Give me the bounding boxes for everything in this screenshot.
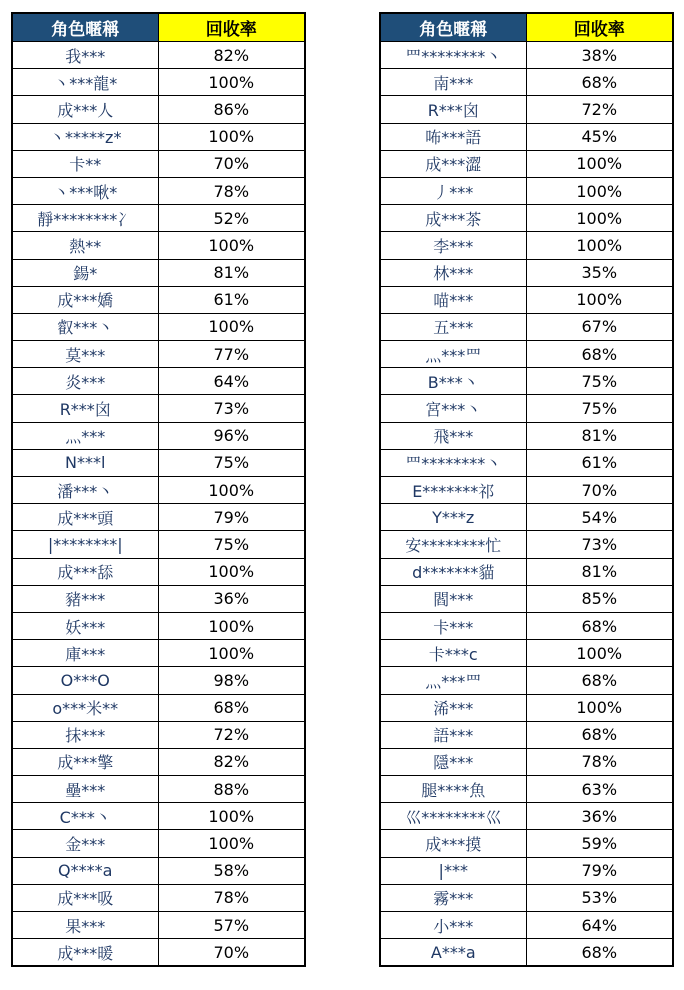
table-row bbox=[380, 748, 673, 775]
recovery-rate-cell: 75% bbox=[526, 368, 673, 395]
header-row bbox=[12, 13, 305, 42]
nickname-cell: 壘*** bbox=[12, 776, 158, 803]
recovery-rate-cell: 100% bbox=[158, 558, 305, 585]
recovery-rate-cell: 100% bbox=[158, 830, 305, 857]
table-row bbox=[12, 640, 305, 667]
table-row bbox=[12, 558, 305, 585]
nickname-cell: 卡** bbox=[12, 150, 158, 177]
recovery-rate-cell: 81% bbox=[526, 558, 673, 585]
table-row bbox=[12, 612, 305, 639]
nickname-cell: 熱** bbox=[12, 232, 158, 259]
nickname-cell: 丶***龍* bbox=[12, 69, 158, 96]
recovery-rate-cell: 67% bbox=[526, 313, 673, 340]
table-row bbox=[380, 531, 673, 558]
table-row bbox=[380, 612, 673, 639]
recovery-rate-cell: 85% bbox=[526, 585, 673, 612]
table-body bbox=[380, 42, 673, 967]
nickname-cell: 成***舔 bbox=[12, 558, 158, 585]
nickname-cell: 成***嬌 bbox=[12, 286, 158, 313]
nickname-cell: 叡***丶 bbox=[12, 313, 158, 340]
table-row bbox=[380, 830, 673, 857]
nickname-cell: A***a bbox=[380, 939, 526, 967]
nickname-cell: 五*** bbox=[380, 313, 526, 340]
nickname-cell: 霧*** bbox=[380, 884, 526, 911]
nickname-cell: 浠*** bbox=[380, 694, 526, 721]
table-row bbox=[380, 42, 673, 69]
recovery-rate-cell: 81% bbox=[158, 259, 305, 286]
table-row bbox=[380, 395, 673, 422]
table-row bbox=[12, 667, 305, 694]
nickname-cell: 咘***語 bbox=[380, 123, 526, 150]
nickname-cell: 成***暖 bbox=[12, 939, 158, 967]
table-row bbox=[12, 96, 305, 123]
recovery-rate-cell: 68% bbox=[526, 612, 673, 639]
nickname-cell: 林*** bbox=[380, 259, 526, 286]
nickname-cell: 南*** bbox=[380, 69, 526, 96]
table-row bbox=[12, 504, 305, 531]
recovery-rate-cell: 78% bbox=[158, 177, 305, 204]
column-header-nickname: 角色暱稱 bbox=[12, 13, 158, 42]
table-row bbox=[380, 449, 673, 476]
recovery-rate-cell: 38% bbox=[526, 42, 673, 69]
recovery-rate-cell: 57% bbox=[158, 912, 305, 939]
table-row bbox=[12, 912, 305, 939]
table-row bbox=[12, 585, 305, 612]
recovery-rate-cell: 70% bbox=[526, 477, 673, 504]
recovery-rate-cell: 36% bbox=[526, 803, 673, 830]
nickname-cell: 閻*** bbox=[380, 585, 526, 612]
recovery-rate-cell: 100% bbox=[158, 640, 305, 667]
table-row bbox=[12, 368, 305, 395]
recovery-rate-cell: 68% bbox=[158, 694, 305, 721]
recovery-rate-cell: 100% bbox=[158, 477, 305, 504]
table-row bbox=[12, 422, 305, 449]
column-header-recovery-rate: 回收率 bbox=[158, 13, 305, 42]
table-row bbox=[12, 748, 305, 775]
recovery-rate-cell: 73% bbox=[158, 395, 305, 422]
table-row bbox=[380, 721, 673, 748]
column-header-recovery-rate: 回收率 bbox=[526, 13, 673, 42]
table-row bbox=[12, 857, 305, 884]
recovery-rate-cell: 100% bbox=[158, 232, 305, 259]
recovery-rate-cell: 52% bbox=[158, 205, 305, 232]
recovery-rate-cell: 75% bbox=[158, 449, 305, 476]
table-row bbox=[12, 721, 305, 748]
table-row bbox=[12, 286, 305, 313]
table-row bbox=[380, 912, 673, 939]
table-row bbox=[380, 667, 673, 694]
nickname-cell: O***O bbox=[12, 667, 158, 694]
nickname-cell: 安********忙 bbox=[380, 531, 526, 558]
recovery-rate-cell: 100% bbox=[526, 286, 673, 313]
recovery-rate-cell: 72% bbox=[526, 96, 673, 123]
recovery-rate-cell: 86% bbox=[158, 96, 305, 123]
recovery-rate-cell: 100% bbox=[158, 803, 305, 830]
nickname-cell: N***l bbox=[12, 449, 158, 476]
nickname-cell: 灬*** bbox=[12, 422, 158, 449]
table-row bbox=[380, 694, 673, 721]
nickname-cell: 喵*** bbox=[380, 286, 526, 313]
nickname-cell: 靜********冫 bbox=[12, 205, 158, 232]
table-row bbox=[12, 150, 305, 177]
table-row bbox=[380, 558, 673, 585]
recovery-rate-cell: 100% bbox=[526, 694, 673, 721]
table-row bbox=[12, 259, 305, 286]
nickname-cell: 丶***啾* bbox=[12, 177, 158, 204]
nickname-cell: 莫*** bbox=[12, 341, 158, 368]
nickname-cell: 丶*****z* bbox=[12, 123, 158, 150]
table-row bbox=[12, 694, 305, 721]
recovery-rate-cell: 64% bbox=[158, 368, 305, 395]
recovery-rate-cell: 53% bbox=[526, 884, 673, 911]
recovery-rate-cell: 96% bbox=[158, 422, 305, 449]
recovery-table-right bbox=[379, 12, 674, 967]
table-row bbox=[12, 395, 305, 422]
recovery-rate-cell: 100% bbox=[526, 177, 673, 204]
table-row bbox=[12, 531, 305, 558]
recovery-rate-cell: 78% bbox=[526, 748, 673, 775]
nickname-cell: 成***吸 bbox=[12, 884, 158, 911]
nickname-cell: 庫*** bbox=[12, 640, 158, 667]
recovery-rate-cell: 79% bbox=[158, 504, 305, 531]
nickname-cell: B***丶 bbox=[380, 368, 526, 395]
recovery-rate-cell: 77% bbox=[158, 341, 305, 368]
table-row bbox=[12, 776, 305, 803]
nickname-cell: o***米** bbox=[12, 694, 158, 721]
nickname-cell: 成***茶 bbox=[380, 205, 526, 232]
recovery-rate-cell: 75% bbox=[158, 531, 305, 558]
table-row bbox=[380, 232, 673, 259]
recovery-rate-cell: 100% bbox=[526, 232, 673, 259]
recovery-rate-cell: 68% bbox=[526, 939, 673, 967]
table-row bbox=[12, 830, 305, 857]
nickname-cell: Y***z bbox=[380, 504, 526, 531]
recovery-rate-cell: 82% bbox=[158, 42, 305, 69]
nickname-cell: R***囟 bbox=[380, 96, 526, 123]
recovery-rate-cell: 58% bbox=[158, 857, 305, 884]
nickname-cell: 丿*** bbox=[380, 177, 526, 204]
table-row bbox=[380, 422, 673, 449]
recovery-rate-cell: 68% bbox=[526, 721, 673, 748]
table-row bbox=[12, 205, 305, 232]
nickname-cell: 金*** bbox=[12, 830, 158, 857]
nickname-cell: C***丶 bbox=[12, 803, 158, 830]
recovery-rate-cell: 82% bbox=[158, 748, 305, 775]
table-row bbox=[380, 313, 673, 340]
table-row bbox=[380, 504, 673, 531]
nickname-cell: 成***擎 bbox=[12, 748, 158, 775]
nickname-cell: 巛********巛 bbox=[380, 803, 526, 830]
recovery-table-left bbox=[11, 12, 306, 967]
table-row bbox=[12, 477, 305, 504]
table-row bbox=[380, 857, 673, 884]
recovery-rate-cell: 81% bbox=[526, 422, 673, 449]
table-row bbox=[380, 150, 673, 177]
table-row bbox=[12, 69, 305, 96]
recovery-rate-cell: 100% bbox=[526, 205, 673, 232]
nickname-cell: |*** bbox=[380, 857, 526, 884]
nickname-cell: 罒********丶 bbox=[380, 449, 526, 476]
table-row bbox=[380, 803, 673, 830]
nickname-cell: 飛*** bbox=[380, 422, 526, 449]
recovery-rate-cell: 59% bbox=[526, 830, 673, 857]
recovery-rate-cell: 70% bbox=[158, 939, 305, 967]
recovery-rate-cell: 100% bbox=[158, 313, 305, 340]
nickname-cell: 潘***丶 bbox=[12, 477, 158, 504]
nickname-cell: R***囟 bbox=[12, 395, 158, 422]
table-row bbox=[380, 96, 673, 123]
table-body bbox=[12, 42, 305, 967]
table-row bbox=[380, 939, 673, 967]
column-header-nickname: 角色暱稱 bbox=[380, 13, 526, 42]
recovery-rate-cell: 73% bbox=[526, 531, 673, 558]
recovery-rate-cell: 98% bbox=[158, 667, 305, 694]
recovery-rate-cell: 79% bbox=[526, 857, 673, 884]
recovery-rate-cell: 61% bbox=[158, 286, 305, 313]
nickname-cell: 小*** bbox=[380, 912, 526, 939]
nickname-cell: 成***人 bbox=[12, 96, 158, 123]
table-row bbox=[12, 341, 305, 368]
nickname-cell: 卡***c bbox=[380, 640, 526, 667]
recovery-rate-cell: 36% bbox=[158, 585, 305, 612]
table-row bbox=[12, 939, 305, 967]
recovery-rate-cell: 70% bbox=[158, 150, 305, 177]
table-row bbox=[380, 69, 673, 96]
nickname-cell: 罒********丶 bbox=[380, 42, 526, 69]
nickname-cell: 鍚* bbox=[12, 259, 158, 286]
table-row bbox=[380, 177, 673, 204]
recovery-rate-cell: 100% bbox=[158, 612, 305, 639]
table-row bbox=[380, 640, 673, 667]
table-row bbox=[380, 341, 673, 368]
nickname-cell: 成***摸 bbox=[380, 830, 526, 857]
nickname-cell: 灬***罒 bbox=[380, 667, 526, 694]
header-row bbox=[380, 13, 673, 42]
nickname-cell: 炎*** bbox=[12, 368, 158, 395]
nickname-cell: 灬***罒 bbox=[380, 341, 526, 368]
table-row bbox=[380, 368, 673, 395]
nickname-cell: 隱*** bbox=[380, 748, 526, 775]
table-row bbox=[12, 42, 305, 69]
table-row bbox=[380, 585, 673, 612]
nickname-cell: 我*** bbox=[12, 42, 158, 69]
nickname-cell: E*******祁 bbox=[380, 477, 526, 504]
nickname-cell: 李*** bbox=[380, 232, 526, 259]
table-row bbox=[380, 776, 673, 803]
recovery-rate-cell: 88% bbox=[158, 776, 305, 803]
nickname-cell: 腿****魚 bbox=[380, 776, 526, 803]
table-row bbox=[12, 803, 305, 830]
table-row bbox=[12, 313, 305, 340]
recovery-rate-cell: 100% bbox=[158, 123, 305, 150]
recovery-rate-cell: 78% bbox=[158, 884, 305, 911]
nickname-cell: d*******貓 bbox=[380, 558, 526, 585]
nickname-cell: 妖*** bbox=[12, 612, 158, 639]
recovery-rate-cell: 72% bbox=[158, 721, 305, 748]
table-row bbox=[380, 259, 673, 286]
nickname-cell: 成***澀 bbox=[380, 150, 526, 177]
recovery-rate-cell: 61% bbox=[526, 449, 673, 476]
table-row bbox=[12, 449, 305, 476]
table-row bbox=[12, 884, 305, 911]
table-row bbox=[12, 123, 305, 150]
table-row bbox=[380, 205, 673, 232]
recovery-rate-cell: 68% bbox=[526, 341, 673, 368]
nickname-cell: 抹*** bbox=[12, 721, 158, 748]
recovery-rate-cell: 54% bbox=[526, 504, 673, 531]
table-row bbox=[380, 884, 673, 911]
nickname-cell: 豬*** bbox=[12, 585, 158, 612]
recovery-rate-cell: 68% bbox=[526, 667, 673, 694]
nickname-cell: 成***頭 bbox=[12, 504, 158, 531]
nickname-cell: 果*** bbox=[12, 912, 158, 939]
nickname-cell: 語*** bbox=[380, 721, 526, 748]
recovery-rate-cell: 100% bbox=[158, 69, 305, 96]
recovery-rate-cell: 35% bbox=[526, 259, 673, 286]
recovery-rate-cell: 64% bbox=[526, 912, 673, 939]
table-row bbox=[380, 286, 673, 313]
recovery-rate-cell: 100% bbox=[526, 640, 673, 667]
nickname-cell: 卡*** bbox=[380, 612, 526, 639]
table-row bbox=[12, 232, 305, 259]
table-row bbox=[380, 477, 673, 504]
recovery-rate-cell: 63% bbox=[526, 776, 673, 803]
recovery-rate-cell: 75% bbox=[526, 395, 673, 422]
table-row bbox=[12, 177, 305, 204]
recovery-rate-cell: 100% bbox=[526, 150, 673, 177]
recovery-rate-cell: 45% bbox=[526, 123, 673, 150]
nickname-cell: |********| bbox=[12, 531, 158, 558]
nickname-cell: 宮***丶 bbox=[380, 395, 526, 422]
table-row bbox=[380, 123, 673, 150]
recovery-rate-cell: 68% bbox=[526, 69, 673, 96]
nickname-cell: Q****a bbox=[12, 857, 158, 884]
